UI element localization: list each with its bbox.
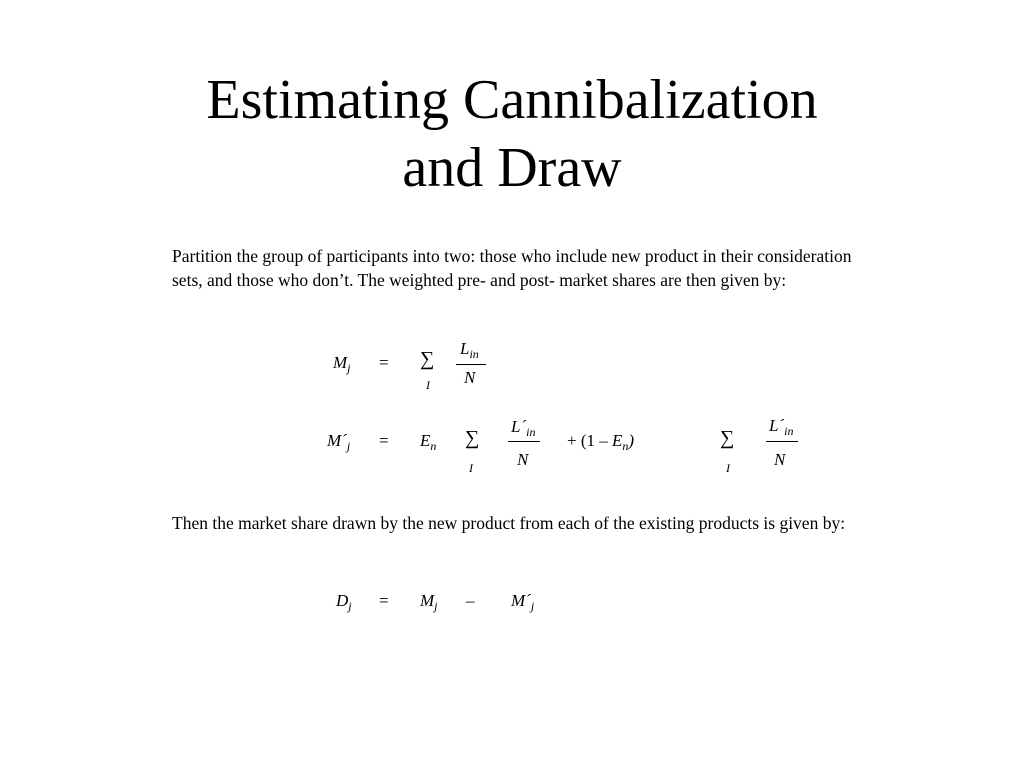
eq2-lhs-subscript: j bbox=[346, 439, 351, 453]
eq3-equals: = bbox=[379, 591, 389, 610]
eq1-numerator: $L_{in}$ bbox=[460, 339, 479, 361]
eq2-coefficient: $E_n$ bbox=[420, 431, 437, 453]
eq1-numerator-subscript: in bbox=[469, 347, 479, 361]
slide-title-line-2: and Draw bbox=[402, 137, 622, 199]
eq1-denominator: N bbox=[464, 368, 476, 387]
eq3-lhs: $D_j$ bbox=[336, 591, 352, 613]
eq2-equals: = bbox=[379, 431, 389, 450]
eq2-coefficient-subscript: n bbox=[430, 439, 437, 453]
intro-paragraph: Partition the group of participants into two: those who include new product in their consideration sets, and those who don’t. The weighted pre- and post- market shares are then given by: bbox=[172, 246, 852, 290]
eq3-minus: – bbox=[466, 591, 475, 610]
eq3-pre-share-subscript: j bbox=[434, 599, 438, 613]
eq2-sum-index-2: I bbox=[726, 461, 730, 475]
eq2-numerator-2-subscript: in bbox=[784, 424, 794, 438]
eq2-numerator-1-subscript: in bbox=[526, 425, 536, 439]
eq3-pre-share: $M_j$ bbox=[420, 591, 438, 613]
eq3-post-share-subscript: j bbox=[530, 599, 535, 613]
eq2-lhs: $M´_j$ bbox=[327, 431, 351, 453]
draw-paragraph: Then the market share drawn by the new product from each of the existing products is given by: bbox=[172, 513, 846, 533]
eq1-sum-symbol: ∑ bbox=[420, 348, 435, 370]
eq2-sum-symbol-1: ∑ bbox=[465, 427, 480, 449]
eq2-denominator-1: N bbox=[517, 450, 529, 469]
eq2-fraction-bar-2 bbox=[766, 441, 798, 442]
eq1-equals: = bbox=[379, 353, 389, 372]
eq2-second-term: + $(1 - E_n)$ bbox=[567, 431, 635, 453]
eq2-sum-symbol-2: ∑ bbox=[720, 427, 735, 449]
eq3-post-share: $M´_j$ bbox=[511, 591, 535, 613]
eq3-lhs-subscript: j bbox=[348, 599, 352, 613]
eq2-sum-index-1: I bbox=[469, 461, 473, 475]
eq2-denominator-2: N bbox=[774, 450, 786, 469]
eq1-sum-index: I bbox=[426, 378, 430, 392]
slide-title-line-1: Estimating Cannibalization bbox=[206, 69, 818, 131]
eq1-lhs: $M_j$ bbox=[333, 353, 351, 375]
eq2-fraction-bar-1 bbox=[508, 441, 540, 442]
slide-title bbox=[0, 66, 1024, 202]
eq2-second-coefficient-subscript: n bbox=[622, 439, 629, 453]
eq1-lhs-subscript: j bbox=[347, 361, 351, 375]
eq2-numerator-2: $L´_{in}$ bbox=[769, 416, 794, 438]
eq1-fraction-bar bbox=[456, 364, 486, 365]
eq2-numerator-1: $L´_{in}$ bbox=[511, 417, 536, 439]
